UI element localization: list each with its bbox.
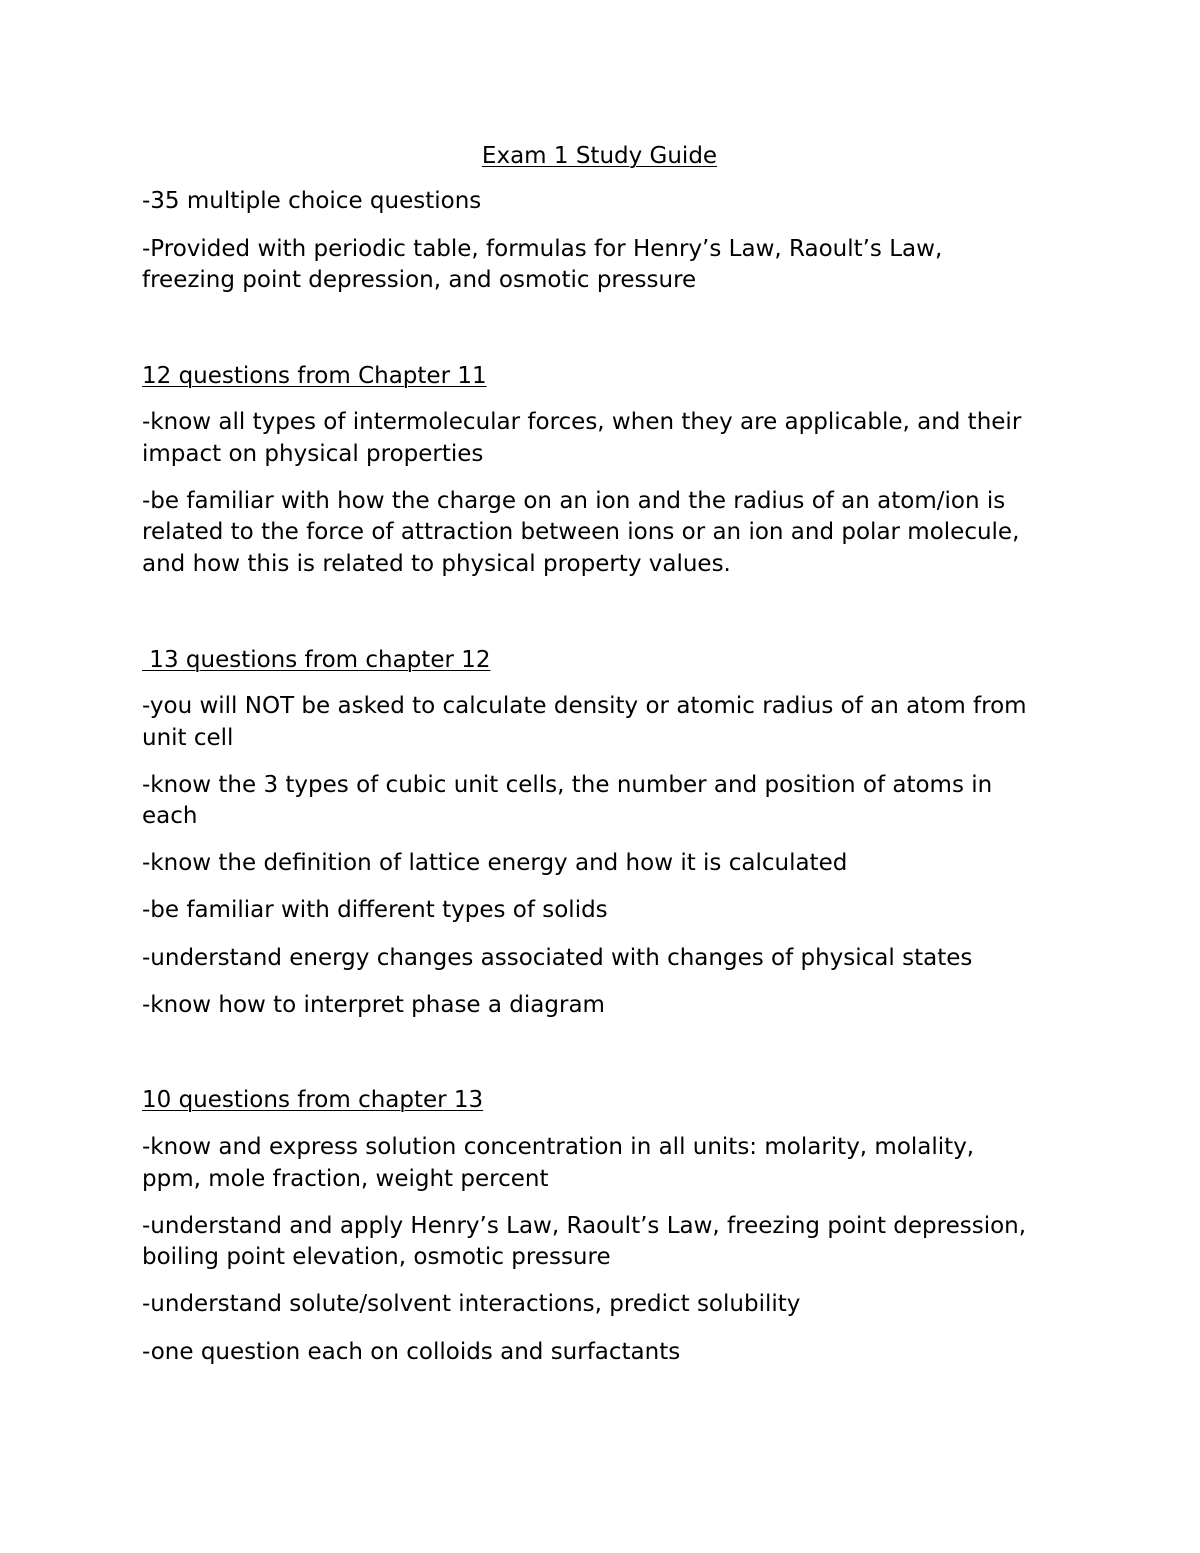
document-title: Exam 1 Study Guide bbox=[481, 143, 718, 169]
intro-line: -35 multiple choice questions bbox=[142, 188, 482, 214]
list-item-line: and how this is related to physical property values. bbox=[142, 551, 731, 577]
list-item-line: related to the force of attraction between ions or an ion and polar molecule, bbox=[142, 519, 1020, 545]
list-item-line: ppm, mole fraction, weight percent bbox=[142, 1166, 549, 1192]
list-item-line: -know and express solution concentration in all units: molarity, molality, bbox=[142, 1134, 975, 1160]
list-item-line: -understand solute/solvent interactions, predict solubility bbox=[142, 1291, 801, 1317]
list-item-line: -understand energy changes associated with changes of physical states bbox=[142, 945, 973, 971]
list-item-line: impact on physical properties bbox=[142, 441, 484, 467]
list-item-line: -one question each on colloids and surfactants bbox=[142, 1339, 681, 1365]
list-item-line: -know how to interpret phase a diagram bbox=[142, 992, 605, 1018]
list-item-line: -know the 3 types of cubic unit cells, the number and position of atoms in bbox=[142, 772, 993, 798]
list-item-line: boiling point elevation, osmotic pressure bbox=[142, 1244, 611, 1270]
list-item-line: -know all types of intermolecular forces, when they are applicable, and their bbox=[142, 409, 1022, 435]
list-item-line: -be familiar with different types of solids bbox=[142, 897, 608, 923]
list-item-line: -you will NOT be asked to calculate density or atomic radius of an atom from bbox=[142, 693, 1027, 719]
section-heading: 10 questions from chapter 13 bbox=[142, 1087, 484, 1113]
list-item-line: -know the definition of lattice energy and how it is calculated bbox=[142, 850, 848, 876]
intro-line: -Provided with periodic table, formulas for Henry’s Law, Raoult’s Law, bbox=[142, 236, 943, 262]
section-heading: 12 questions from Chapter 11 bbox=[142, 363, 487, 389]
list-item-line: -understand and apply Henry’s Law, Raoult’s Law, freezing point depression, bbox=[142, 1213, 1027, 1239]
section-heading: 13 questions from chapter 12 bbox=[142, 647, 491, 673]
list-item-line: each bbox=[142, 803, 198, 829]
intro-line: freezing point depression, and osmotic pressure bbox=[142, 267, 697, 293]
list-item-line: unit cell bbox=[142, 725, 234, 751]
list-item-line: -be familiar with how the charge on an ion and the radius of an atom/ion is bbox=[142, 488, 1006, 514]
